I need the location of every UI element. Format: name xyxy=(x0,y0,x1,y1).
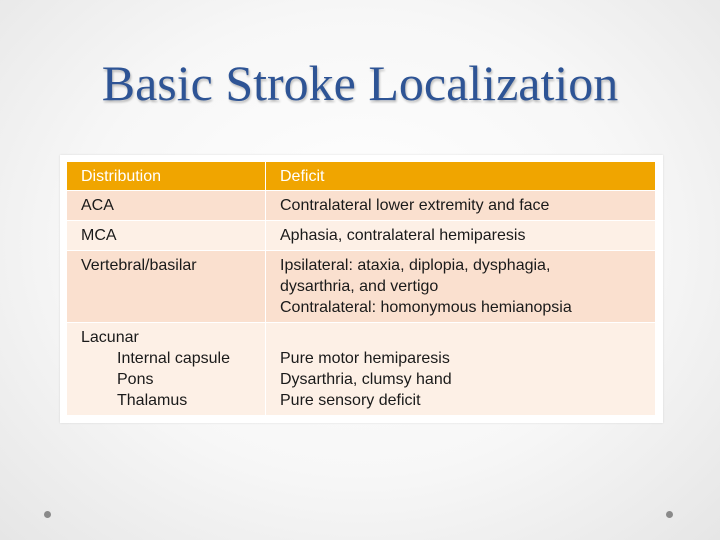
table-row-vertebral-basilar xyxy=(67,251,656,323)
cell-deficit xyxy=(266,191,656,221)
table-header-row xyxy=(67,162,656,191)
deficit-line: Pure motor hemiparesis xyxy=(280,350,450,367)
table-row-aca xyxy=(67,191,656,221)
next-slide-dot-icon[interactable] xyxy=(666,511,673,518)
deficit-line: Contralateral lower extremity and face xyxy=(280,197,550,214)
deficit-line: Pure sensory deficit xyxy=(280,392,421,409)
cell-deficit xyxy=(266,323,656,416)
header-deficit: Deficit xyxy=(266,162,656,191)
deficit-spacer xyxy=(280,327,641,348)
cell-distribution xyxy=(67,323,266,416)
table-frame xyxy=(60,155,663,423)
cell-deficit xyxy=(266,251,656,323)
table-row-lacunar xyxy=(67,323,656,416)
stroke-localization-table xyxy=(67,162,656,416)
cell-distribution: Vertebral/basilar xyxy=(67,251,266,323)
deficit-line: dysarthria, and vertigo xyxy=(280,278,439,295)
prev-slide-dot-icon[interactable] xyxy=(44,511,51,518)
sub-distribution-line: Pons xyxy=(117,371,154,388)
slide-title: Basic Stroke Localization xyxy=(101,55,619,111)
deficit-line: Dysarthria, clumsy hand xyxy=(280,371,452,388)
distribution-line: Lacunar xyxy=(81,329,139,346)
cell-distribution: MCA xyxy=(67,221,266,251)
deficit-line: Aphasia, contralateral hemiparesis xyxy=(280,227,526,244)
sub-distribution-line: Thalamus xyxy=(117,392,188,409)
deficit-line: Ipsilateral: ataxia, diplopia, dysphagia, xyxy=(280,257,551,274)
table-row-mca xyxy=(67,221,656,251)
cell-distribution: ACA xyxy=(67,191,266,221)
sub-distribution-line: Internal capsule xyxy=(117,350,230,367)
cell-deficit xyxy=(266,221,656,251)
header-distribution: Distribution xyxy=(67,162,266,191)
deficit-line: Contralateral: homonymous hemianopsia xyxy=(280,299,572,316)
